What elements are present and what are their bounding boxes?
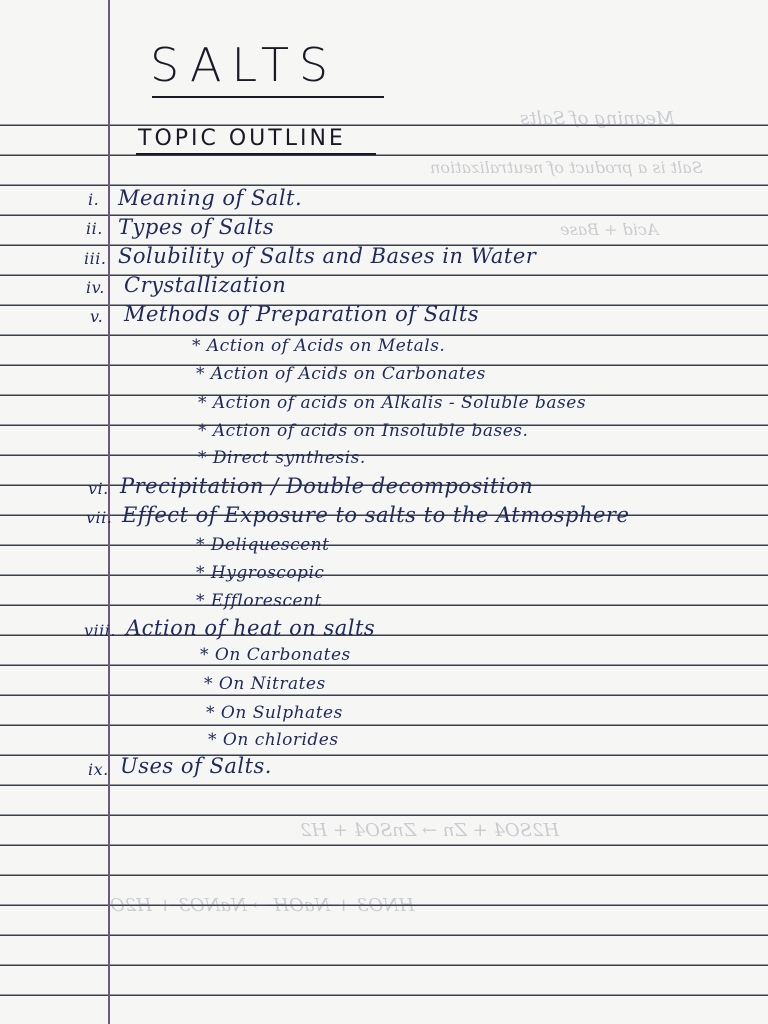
outline-item: Crystallization — [124, 273, 287, 297]
section-heading: TOPIC OUTLINE — [138, 126, 346, 151]
outline-number: viii. — [84, 621, 116, 640]
show-through-text: HNO3 + NaOH → NaNO3 + H2O — [110, 895, 415, 916]
show-through-text: H2SO4 + Zn → ZnSO4 + H2 — [300, 820, 560, 841]
exposure-item: * Hygroscopic — [196, 563, 325, 583]
method-item: * Action of Acids on Metals. — [192, 336, 446, 356]
show-through-text: Meaning of Salts — [520, 108, 675, 129]
method-item: * Direct synthesis. — [198, 448, 366, 468]
outline-number: ix. — [88, 760, 109, 779]
page-title: SALTS — [150, 38, 339, 92]
outline-item: Action of heat on salts — [126, 616, 376, 640]
outline-number: vii. — [86, 508, 113, 527]
heat-item: * On Sulphates — [206, 703, 343, 723]
heat-item: * On Carbonates — [200, 645, 351, 665]
method-item: * Action of acids on Alkalis - Soluble bases — [198, 393, 587, 413]
outline-number: ii. — [86, 219, 103, 238]
outline-number: iii. — [84, 249, 107, 268]
exposure-item: * Deliquescent — [196, 535, 330, 555]
outline-item: Meaning of Salt. — [118, 186, 303, 210]
outline-item: Effect of Exposure to salts to the Atmosphere — [122, 503, 630, 527]
show-through-text: Salt is a product of neutralization — [430, 158, 703, 177]
outline-item: Types of Salts — [118, 215, 275, 239]
heat-item: * On chlorides — [208, 730, 339, 750]
method-item: * Action of acids on Insoluble bases. — [198, 421, 529, 441]
outline-number: i. — [88, 190, 100, 209]
show-through-text: Acid + Base — [560, 220, 659, 239]
method-item: * Action of Acids on Carbonates — [196, 364, 486, 384]
outline-number: v. — [90, 307, 104, 326]
outline-number: iv. — [86, 278, 105, 297]
outline-item: Uses of Salts. — [120, 754, 272, 778]
heat-item: * On Nitrates — [204, 674, 326, 694]
outline-item: Precipitation / Double decomposition — [120, 474, 534, 498]
title-underline — [152, 96, 384, 98]
outline-item: Solubility of Salts and Bases in Water — [118, 244, 537, 268]
outline-item: Methods of Preparation of Salts — [124, 302, 480, 326]
exposure-item: * Efflorescent — [196, 591, 322, 611]
outline-number: vi. — [88, 479, 109, 498]
heading-underline — [136, 153, 376, 155]
